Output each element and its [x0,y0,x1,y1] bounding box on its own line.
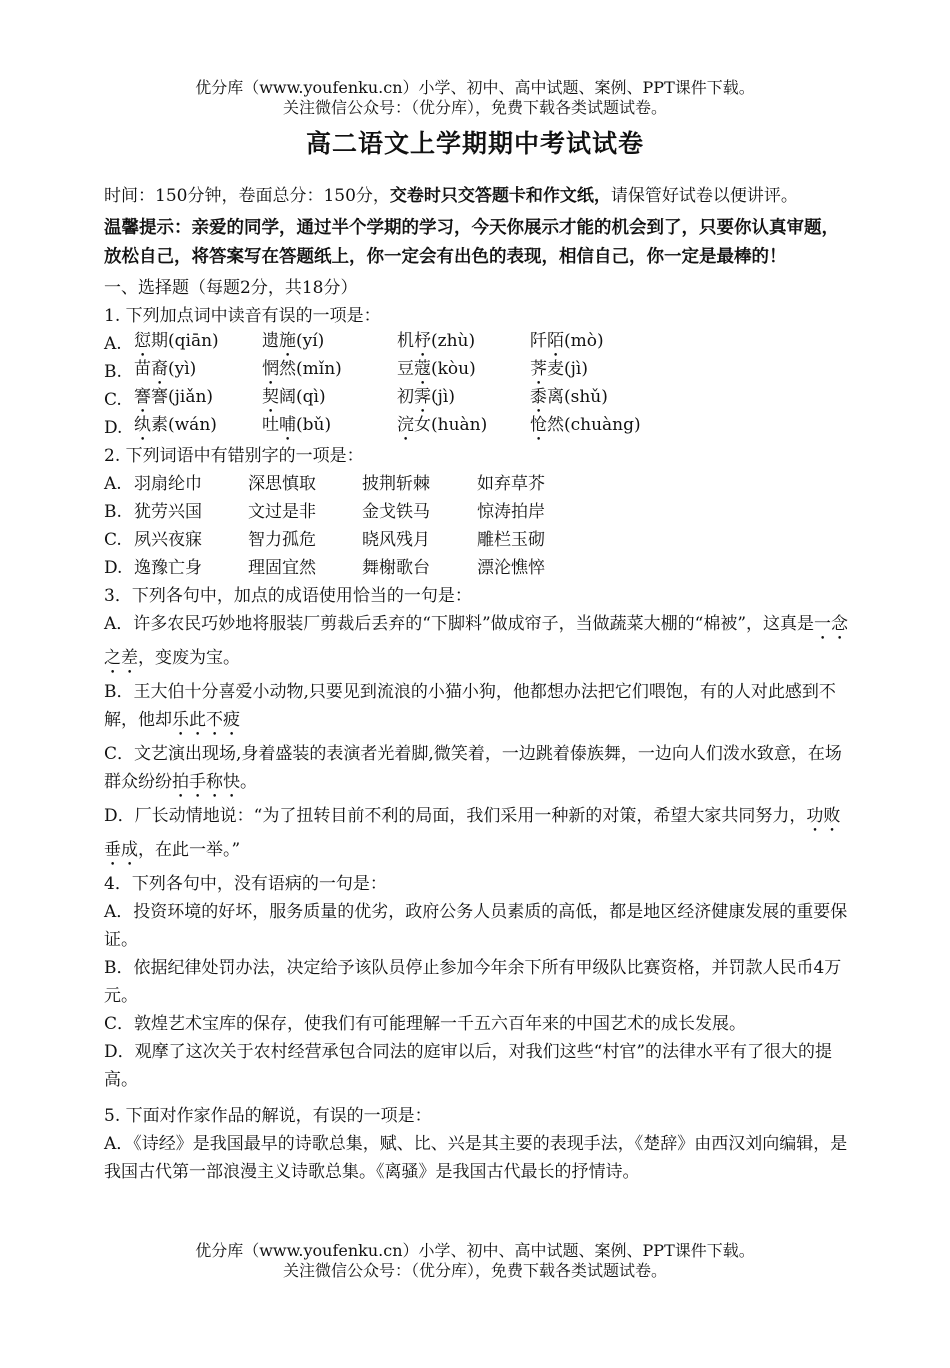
intro-time: 时间：150分钟，卷面总分：150分， [104,186,390,206]
q1-option-d [104,414,854,442]
option-label: C. [104,530,122,550]
q2-stem: 2. 下列词语中有错别字的一项是： [104,446,364,466]
q5-stem: 5. 下面对作家作品的解说，有误的一项是： [104,1106,432,1126]
q1-word: 机杼(zhù) [397,331,476,351]
q2-word: 犹劳兴国 [134,502,202,522]
q2-word: 披荆斩棘 [362,474,430,494]
header-line-1: 优分库（www.youfenku.cn）小学、初中、高中试题、案例、PPT课件下载。 [195,78,755,97]
q2-word: 如弃草芥 [477,474,545,494]
q2-word: 夙兴夜寐 [134,530,202,550]
q1-option-c [104,386,854,414]
q3-option-b: B．王大伯十分喜爱小动物,只要见到流浪的小猫小狗，他都想办法把它们喂饱，有的人对此感到不解，他却乐此不疲 [104,682,836,730]
q1-word: 浣女(huàn) [397,415,488,435]
q1-word: 黍离(shǔ) [530,387,608,407]
q2-word: 晓风残月 [362,530,430,550]
q1-word: 契阔(qì) [262,387,326,407]
q1-word: 豆蔻(kòu) [397,359,476,379]
q2-word: 理固宜然 [248,558,316,578]
q1-option-b [104,358,854,386]
q3-option-a: A．许多农民巧妙地将服装厂剪裁后丢弃的“下脚料”做成帘子，当做蔬菜大棚的“棉被”，这真是一念之差，变废为宝。 [104,614,849,668]
q2-word: 深思慎取 [248,474,316,494]
q3-stem: 3．下列各句中，加点的成语使用恰当的一句是： [104,586,472,606]
q1-word: 愆期(qiān) [134,331,219,351]
q4-option-d: D．观摩了这次关于农村经营承包合同法的庭审以后，对我们这些“村官”的法律水平有了很大的提高。 [104,1042,833,1090]
q1-word: 荠麦(jì) [530,359,588,379]
option-label: A. [104,334,122,354]
q2-option-a [104,470,854,498]
q5-option-a: A．《诗经》是我国最早的诗歌总集，赋、比、兴是其主要的表现手法，《楚辞》由西汉刘向编辑，是我国古代第一部浪漫主义诗歌总集。《离骚》是我国古代最长的抒情诗。 [104,1134,848,1182]
option-label: A. [104,474,122,494]
q2-option-b [104,498,854,526]
q2-word: 金戈铁马 [362,502,430,522]
q1-word: 苗裔(yì) [134,359,197,379]
option-label: B. [104,362,122,382]
option-label: D. [104,418,123,438]
q2-word: 逸豫亡身 [134,558,202,578]
q1-stem: 1. 下列加点词中读音有误的一项是： [104,306,381,326]
q1-word: 吐哺(bǔ) [262,415,332,435]
q4-option-b: B．依据纪律处罚办法，决定给予该队员停止参加今年余下所有甲级队比赛资格，并罚款人民币4万元。 [104,958,842,1006]
q2-word: 文过是非 [248,502,316,522]
footer-line-2: 关注微信公众号：（优分库），免费下载各类试题试卷。 [282,1261,667,1280]
q1-word: 纨素(wán) [134,415,217,435]
option-label: B. [104,502,122,522]
exam-body [104,182,854,1186]
q3-option-c: C．文艺演出现场,身着盛装的表演者光着脚,微笑着，一边跳着傣族舞，一边向人们泼水致意，在场群众纷纷拍手称快。 [104,744,842,792]
q2-word: 智力孤危 [248,530,316,550]
q2-option-c [104,526,854,554]
q4-option-c: C．敦煌艺术宝库的保存，使我们有可能理解一千五六百年来的中国艺术的成长发展。 [104,1014,747,1034]
option-label: D. [104,558,123,578]
q1-word: 遗施(yí) [262,331,325,351]
q1-word: 阡陌(mò) [530,331,604,351]
q2-word: 惊涛拍岸 [477,502,545,522]
q1-word: 謇謇(jiǎn) [134,387,214,407]
q2-word: 羽扇纶巾 [134,474,202,494]
q1-option-a [104,330,854,358]
intro-bold: 交卷时只交答题卡和作文纸， [389,186,611,206]
footer-line-1: 优分库（www.youfenku.cn）小学、初中、高中试题、案例、PPT课件下载。 [195,1241,755,1260]
exam-intro [104,182,854,210]
q2-word: 雕栏玉砌 [477,530,545,550]
page-title: 高二语文上学期期中考试试卷 [305,129,644,158]
q4-option-a: A．投资环境的好坏，服务质量的优劣，政府公务人员素质的高低，都是地区经济健康发展的重要保证。 [104,902,848,950]
header-line-2: 关注微信公众号：（优分库），免费下载各类试题试卷。 [282,98,667,117]
q3-option-d: D．厂长动情地说：“为了扭转目前不利的局面，我们采用一种新的对策，希望大家共同努力，功败垂成，在此一举。” [104,806,841,860]
q2-word: 舞榭歌台 [362,558,430,578]
q4-stem: 4．下列各句中，没有语病的一句是： [104,874,387,894]
section-heading: 一、选择题（每题2分，共18分） [104,278,358,298]
q2-word: 漂沦憔悴 [477,558,545,578]
q1-word: 惘然(mǐn) [262,359,342,379]
q2-option-d [104,554,854,582]
q1-word: 初霁(jì) [397,387,455,407]
option-label: C. [104,390,122,410]
warm-tip: 温馨提示：亲爱的同学，通过半个学期的学习，今天你展示才能的机会到了，只要你认真审题，放松自己，将答案写在答题纸上，你一定会有出色的表现，相信自己，你一定是最棒的！ [104,218,839,267]
q1-word: 怆然(chuàng) [530,415,641,435]
intro-rest: 请保管好试卷以便讲评。 [610,186,798,206]
